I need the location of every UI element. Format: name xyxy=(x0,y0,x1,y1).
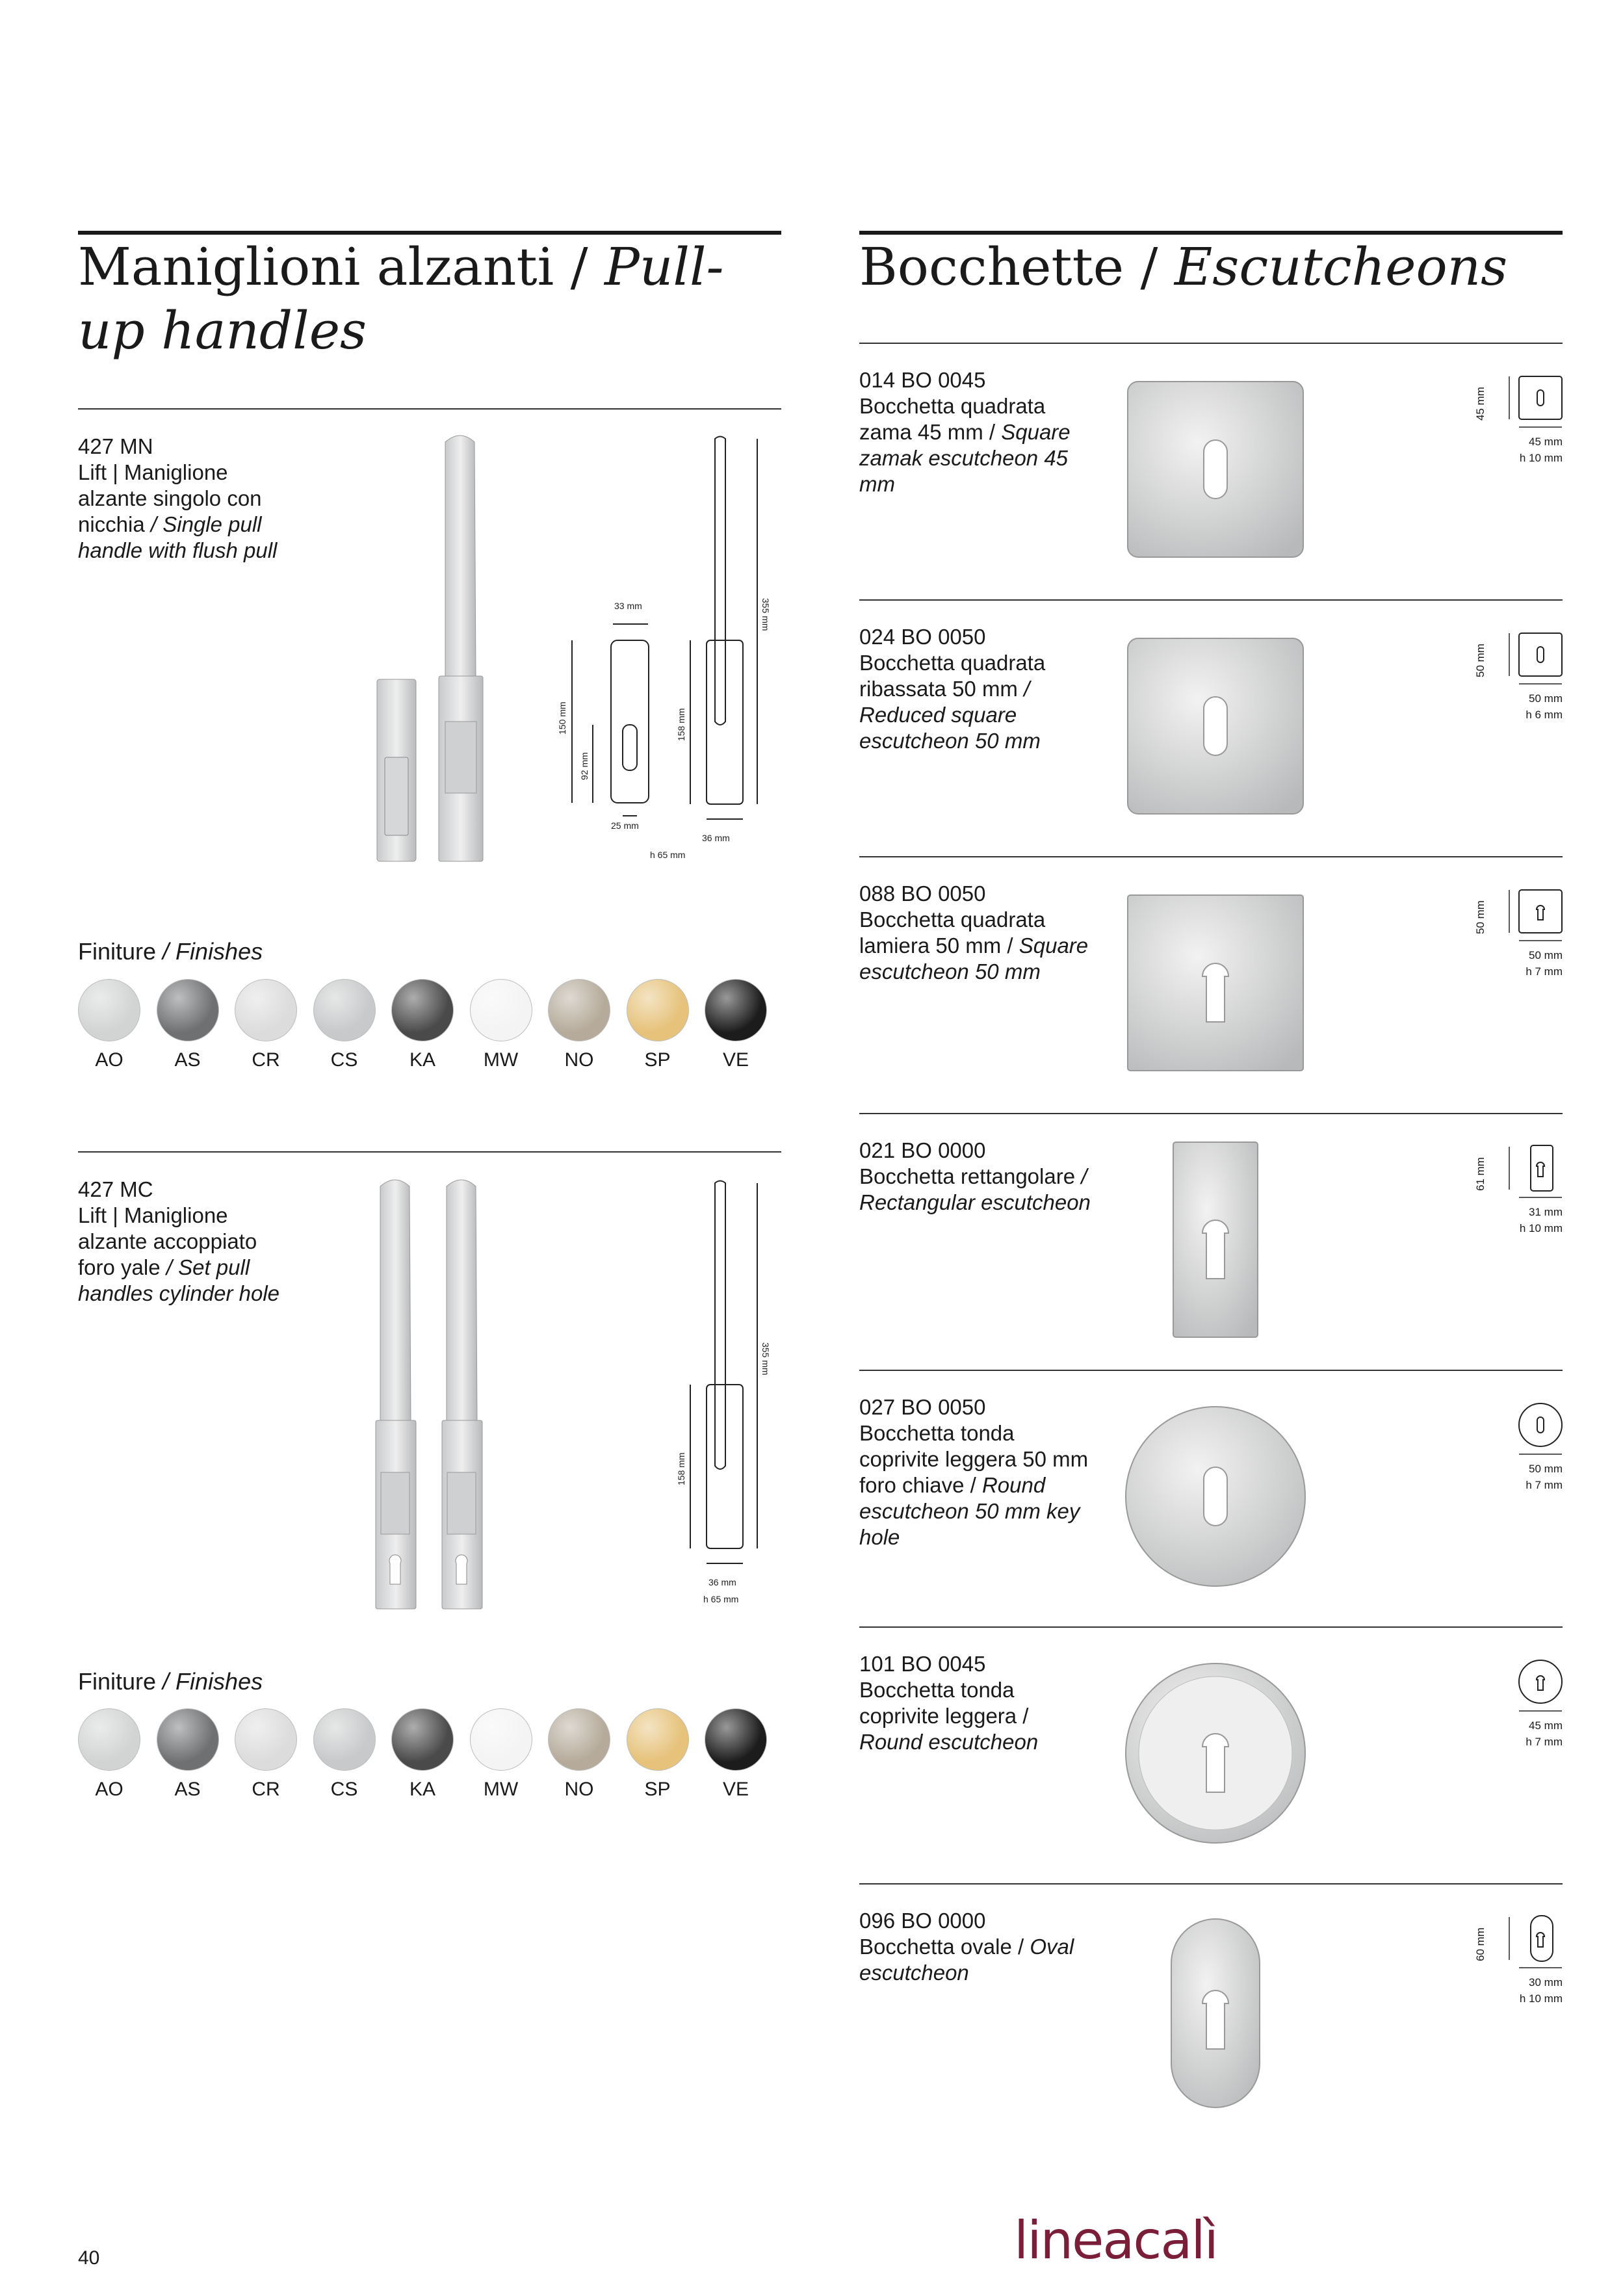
dimension-width: 50 mm h 7 mm xyxy=(1526,949,1563,978)
finish-code: AO xyxy=(95,1779,123,1800)
finish-code: AO xyxy=(95,1049,123,1071)
finish-swatch-cr xyxy=(235,1708,297,1771)
page-title-left: Maniglioni alzanti / Pull-up handles xyxy=(78,237,724,361)
finishes-label: Finiture / Finishes xyxy=(78,938,263,965)
finish-code: NO xyxy=(564,1779,594,1800)
finish-code: VE xyxy=(722,1779,749,1800)
finish-code: CR xyxy=(252,1779,280,1800)
product-427mn-description: 427 MN Lift | Maniglione alzante singolo con nicchia / Single pull handle with flush pull xyxy=(78,434,278,562)
finish-swatch-mw xyxy=(470,979,532,1041)
dimension-width: 45 mm h 7 mm xyxy=(1526,1719,1563,1748)
dimension-width: 45 mm h 10 mm xyxy=(1519,436,1563,464)
finish-swatch-as xyxy=(157,979,219,1041)
finish-swatch-cr xyxy=(235,979,297,1041)
escutcheon-image xyxy=(1111,1649,1319,1857)
finish-swatch-ao xyxy=(78,979,140,1041)
finishes-label: Finiture / Finishes xyxy=(78,1668,263,1695)
left-top-rule xyxy=(78,231,781,235)
finish-swatch-ka xyxy=(391,1708,454,1771)
technical-drawing-side xyxy=(690,1181,757,1564)
finish-swatch-no xyxy=(548,1708,610,1771)
escutcheon-image xyxy=(1111,1906,1319,2114)
svg-text:158 mm: 158 mm xyxy=(676,1452,686,1485)
svg-text:355 mm: 355 mm xyxy=(760,598,771,631)
finish-code: CS xyxy=(330,1049,358,1071)
page-number: 40 xyxy=(78,2247,100,2269)
pull-handle-right xyxy=(442,1180,482,1609)
brand-logo: lineacalì xyxy=(1014,2210,1217,2271)
svg-text:150 mm: 150 mm xyxy=(557,701,567,735)
svg-text:25 mm: 25 mm xyxy=(611,820,639,831)
svg-text:92 mm: 92 mm xyxy=(579,752,590,780)
finish-code: MW xyxy=(483,1049,519,1071)
svg-text:355 mm: 355 mm xyxy=(760,1342,771,1376)
escutcheon-image xyxy=(1111,1392,1319,1600)
dimension-width: 30 mm h 10 mm xyxy=(1519,1976,1563,2005)
finish-code: CR xyxy=(252,1049,280,1071)
product-427mc-description: 427 MC Lift | Maniglione alzante accoppiato foro yale / Set pull handles cylinder hole xyxy=(78,1177,280,1305)
escutcheon-description: 101 BO 0045 Bocchetta tonda coprivite leggera / Round escutcheon xyxy=(859,1652,1039,1754)
finish-code: AS xyxy=(174,1779,201,1800)
finish-code: KA xyxy=(409,1049,436,1071)
product-427mc-illustration xyxy=(364,1173,793,1615)
technical-drawing-front xyxy=(572,624,649,816)
escutcheon-description: 024 BO 0050 Bocchetta quadrata ribassata 50 mm / Reduced square escutcheon 50 mm xyxy=(859,625,1046,753)
svg-text:158 mm: 158 mm xyxy=(676,708,686,741)
finish-swatch-cs xyxy=(313,979,376,1041)
svg-text:33 mm: 33 mm xyxy=(614,601,642,611)
finish-swatch-no xyxy=(548,979,610,1041)
dimension-height: 50 mm xyxy=(1474,644,1487,677)
svg-text:36 mm: 36 mm xyxy=(702,833,730,843)
dimension-width: 50 mm h 7 mm xyxy=(1526,1463,1563,1491)
dimension-height: 61 mm xyxy=(1474,1157,1487,1191)
finish-swatch-ka xyxy=(391,979,454,1041)
finish-swatch-sp xyxy=(627,979,689,1041)
escutcheon-description: 021 BO 0000 Bocchetta rettangolare / Rectangular escutcheon xyxy=(859,1138,1091,1214)
finish-swatch-ao xyxy=(78,1708,140,1771)
finish-swatch-cs xyxy=(313,1708,376,1771)
finish-swatch-sp xyxy=(627,1708,689,1771)
product-427mn-illustration xyxy=(364,429,793,871)
finish-code: MW xyxy=(483,1779,519,1800)
finish-code: NO xyxy=(564,1049,594,1071)
section-rule xyxy=(859,343,1563,344)
escutcheon-image xyxy=(1111,1136,1319,1344)
escutcheon-description: 096 BO 0000 Bocchetta ovale / Oval escutcheon xyxy=(859,1909,1074,1985)
pull-handle-left xyxy=(376,1180,416,1609)
section-rule xyxy=(859,1370,1563,1371)
pull-handle xyxy=(445,436,476,676)
dimension-height: 50 mm xyxy=(1474,900,1487,934)
dimension-height: 45 mm xyxy=(1474,387,1487,421)
escutcheon-description: 027 BO 0050 Bocchetta tonda coprivite leggera 50 mm foro chiave / Round escutcheon 50 mm key hole xyxy=(859,1395,1089,1549)
section-rule xyxy=(859,856,1563,857)
section-rule xyxy=(78,408,781,410)
escutcheon-image xyxy=(1111,879,1319,1087)
section-rule xyxy=(859,599,1563,601)
finish-swatch-mw xyxy=(470,1708,532,1771)
svg-text:h 65 mm: h 65 mm xyxy=(703,1594,739,1604)
dimension-width: 31 mm h 10 mm xyxy=(1519,1206,1563,1234)
section-rule xyxy=(859,1883,1563,1885)
finish-code: SP xyxy=(644,1049,671,1071)
escutcheon-image xyxy=(1111,622,1319,830)
escutcheon-description: 088 BO 0050 Bocchetta quadrata lamiera 50 mm / Square escutcheon 50 mm xyxy=(859,881,1089,984)
svg-text:36 mm: 36 mm xyxy=(708,1577,736,1587)
right-top-rule xyxy=(859,231,1563,235)
svg-text:h 65 mm: h 65 mm xyxy=(650,850,686,860)
finish-code: CS xyxy=(330,1779,358,1800)
finish-code: SP xyxy=(644,1779,671,1800)
section-rule xyxy=(78,1151,781,1153)
finish-swatch-ve xyxy=(705,1708,767,1771)
escutcheon-image xyxy=(1111,365,1319,573)
finish-swatch-as xyxy=(157,1708,219,1771)
finish-swatch-ve xyxy=(705,979,767,1041)
finish-code: AS xyxy=(174,1049,201,1071)
section-rule xyxy=(859,1113,1563,1114)
finish-code: KA xyxy=(409,1779,436,1800)
dimension-height: 60 mm xyxy=(1474,1927,1487,1961)
finish-code: VE xyxy=(722,1049,749,1071)
escutcheon-description: 014 BO 0045 Bocchetta quadrata zama 45 mm / Square zamak escutcheon 45 mm xyxy=(859,368,1071,496)
page-title-right: Bocchette / Escutcheons xyxy=(859,237,1508,297)
section-rule xyxy=(859,1626,1563,1628)
dimension-width: 50 mm h 6 mm xyxy=(1526,692,1563,721)
technical-drawing-side xyxy=(690,437,757,820)
